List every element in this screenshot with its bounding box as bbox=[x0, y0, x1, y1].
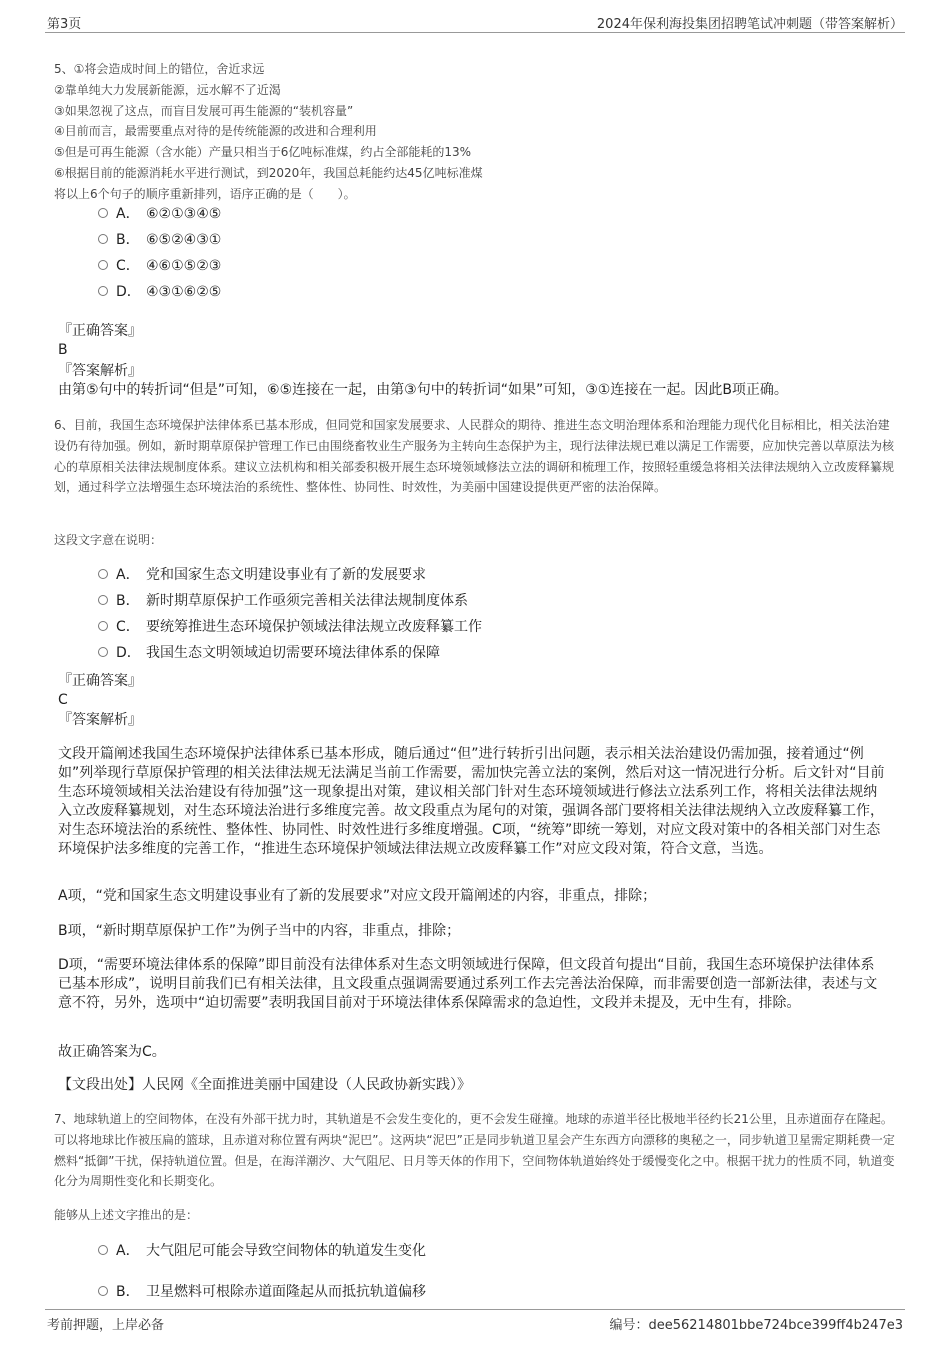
radio-icon[interactable] bbox=[98, 1286, 108, 1296]
header-divider bbox=[45, 32, 905, 33]
q7-stem: 7、地球轨道上的空间物体，在没有外部干扰力时，其轨道是不会发生变化的，更不会发生碰撞。地球的赤道半径比极地半径约长21公里，且赤道面存在隆起。可以将地球比作被压扁的篮球，且赤道对称位置有两块“泥巴”。这两块“泥巴”正是同步轨道卫星会产生东西方向漂移的奥秘之一，同步轨道卫星需定期耗费一定燃料“抵御”干扰，保持轨道位置。但是，在海洋潮汐、大气阻尼、日月等天体的作用下，空间物体轨道始终处于缓慢变化之中。根据干扰力的性质不同，轨道变化分为周期性变化和长期变化。 bbox=[54, 1112, 895, 1189]
q6-answer-label: 『正确答案』 bbox=[58, 673, 142, 689]
q5-option-d[interactable]: D． ④③①⑥②⑤ bbox=[98, 282, 221, 302]
q6-option-b[interactable]: B． 新时期草原保护工作亟须完善相关法律法规制度体系 bbox=[98, 591, 468, 611]
footer-divider bbox=[45, 1309, 905, 1310]
radio-icon[interactable] bbox=[98, 286, 108, 296]
q5-line: ③如果忽视了这点，而盲目发展可再生能源的“装机容量” bbox=[54, 104, 354, 118]
q6-source: 【文段出处】人民网《全面推进美丽中国建设（人民政协新实践）》 bbox=[58, 1077, 471, 1093]
q7-option-a[interactable]: A． 大气阻尼可能会导致空间物体的轨道发生变化 bbox=[98, 1241, 426, 1261]
q5-line: 5、①将会造成时间上的错位，舍近求远 bbox=[54, 62, 265, 76]
q6-option-d[interactable]: D． 我国生态文明领域迫切需要环境法律体系的保障 bbox=[98, 643, 440, 663]
q6-analysis-label: 『答案解析』 bbox=[58, 712, 142, 728]
q5-line: ⑥根据目前的能源消耗水平进行测试，到2020年，我国总耗能约达45亿吨标准煤 bbox=[54, 166, 483, 180]
q5-line: ⑤但是可再生能源（含水能）产量只相当于6亿吨标准煤，约占全部能耗的13% bbox=[54, 145, 472, 159]
q6-analysis-paragraph: 文段开篇阐述我国生态环境保护法律体系已基本形成，随后通过“但”进行转折引出问题，表示相关法治建设仍需加强，接着通过“例如”列举现行草原保护管理的相关法律法规无法满足当前工作需要，需加快完善立法的案例，然后对这一情况进行分析。后文针对“目前生态环境领域相关法治建设有待加强”这一现象提出对策，建议相关部门针对生态环境领域进行修法立法系列工作，将相关法律法规纳入立改废释纂规划，对生态环境法治进行多维度完善。故文段重点为尾句的对策，强调各部门要将相关法律法规纳入立改废释纂工作，对生态环境法治的系统性、整体性、协同性、时效性进行多维度增强。C项，“统筹”即统一筹划，对应文段对策中的各相关部门对生态环境保护法多维度的完善工作，“推进生态环境保护领域法律法规立改废释纂工作”对应文段对策，符合文意，当选。 bbox=[58, 746, 885, 857]
q6-analysis-paragraph: B项，“新时期草原保护工作”为例子当中的内容，非重点，排除； bbox=[58, 923, 461, 939]
q5-analysis: 由第⑤句中的转折词“但是”可知，⑥⑤连接在一起，由第③句中的转折词“如果”可知，③①连接在一起。因此B项正确。 bbox=[58, 382, 788, 398]
radio-icon[interactable] bbox=[98, 260, 108, 270]
radio-icon[interactable] bbox=[98, 234, 108, 244]
q5-option-c[interactable]: C． ④⑥①⑤②③ bbox=[98, 256, 221, 276]
footer-slogan: 考前押题，上岸必备 bbox=[47, 1318, 165, 1333]
document-code: 编号：dee56214801bbe724bce399ff4b247e3 bbox=[609, 1318, 903, 1333]
radio-icon[interactable] bbox=[98, 595, 108, 605]
q5-option-b[interactable]: B． ⑥⑤②④③① bbox=[98, 230, 221, 250]
q5-line: ②靠单纯大力发展新能源，远水解不了近渴 bbox=[54, 83, 281, 97]
q6-stem: 6、目前，我国生态环境保护法律体系已基本形成，但同党和国家发展要求、人民群众的期待、推进生态文明治理体系和治理能力现代化目标相比，相关法治建设仍有待加强。例如，新时期草原保护管理工作已由围绕畜牧业生产服务为主转向生态保护为主，现行法律法规已难以满足工作需要，应加快完善以草原法为核心的草原相关法律法规制度体系。建议立法机构和相关部委积极开展生态环境领域修法立法的调研和梳理工作，按照轻重缓急将相关法律法规纳入立改废释纂规划，通过科学立法增强生态环境法治的系统性、整体性、协同性、时效性，为美丽中国建设提供更严密的法治保障。 bbox=[54, 418, 895, 495]
radio-icon[interactable] bbox=[98, 208, 108, 218]
q6-question: 这段文字意在说明： bbox=[54, 533, 163, 547]
q7-option-b[interactable]: B． 卫星燃料可根除赤道面隆起从而抵抗轨道偏移 bbox=[98, 1282, 426, 1302]
radio-icon[interactable] bbox=[98, 647, 108, 657]
q6-analysis-paragraph: D项，“需要环境法律体系的保障”即目前没有法律体系对生态文明领域进行保障，但文段首句提出“目前，我国生态环境保护法律体系已基本形成”，说明目前我们已有相关法律，且文段重点强调需要通过系列工作去完善法治保障，而非需要创造一部新法律，表述与文意不符，另外，选项中“迫切需要”表明我国目前对于环境法律体系保障需求的急迫性，文段并未提及，无中生有，排除。 bbox=[58, 957, 878, 1011]
q5-answer-label: 『正确答案』 bbox=[58, 323, 142, 339]
page-number: 第3页 bbox=[47, 17, 82, 32]
q5-answer: B bbox=[58, 342, 68, 358]
radio-icon[interactable] bbox=[98, 569, 108, 579]
q6-analysis-paragraph: 故正确答案为C。 bbox=[58, 1044, 166, 1060]
q6-option-c[interactable]: C． 要统筹推进生态环境保护领域法律法规立改废释纂工作 bbox=[98, 617, 482, 637]
q7-question: 能够从上述文字推出的是： bbox=[54, 1208, 199, 1222]
q6-analysis-paragraph: A项，“党和国家生态文明建设事业有了新的发展要求”对应文段开篇阐述的内容，非重点，排除； bbox=[58, 888, 657, 904]
q6-answer: C bbox=[58, 692, 68, 708]
q5-line: ④目前而言，最需要重点对待的是传统能源的改进和合理利用 bbox=[54, 124, 377, 138]
radio-icon[interactable] bbox=[98, 1245, 108, 1255]
radio-icon[interactable] bbox=[98, 621, 108, 631]
q6-option-a[interactable]: A． 党和国家生态文明建设事业有了新的发展要求 bbox=[98, 565, 426, 585]
q5-question: 将以上6个句子的顺序重新排列，语序正确的是（ ）。 bbox=[54, 187, 356, 201]
document-title: 2024年保利海投集团招聘笔试冲刺题（带答案解析） bbox=[596, 17, 903, 32]
q5-option-a[interactable]: A． ⑥②①③④⑤ bbox=[98, 204, 221, 224]
q5-analysis-label: 『答案解析』 bbox=[58, 363, 142, 379]
